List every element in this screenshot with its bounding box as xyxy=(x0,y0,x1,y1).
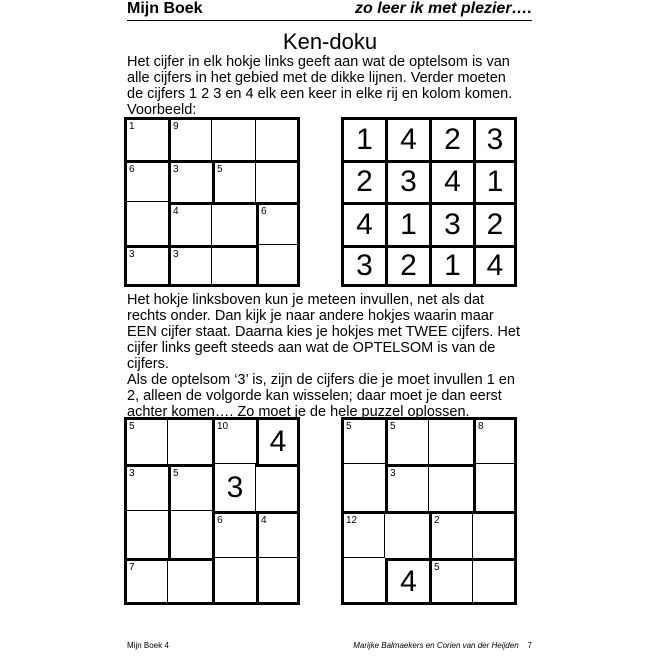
example-puzzle-cell-r3c2 xyxy=(168,202,212,245)
puzzle-2-cell-r2c1 xyxy=(341,464,385,511)
cell-digit: 2 xyxy=(400,248,417,282)
example-solution-cell-r1c3 xyxy=(429,117,473,160)
example-solution-cell-r2c1 xyxy=(341,160,385,203)
cell-digit: 1 xyxy=(486,165,504,199)
example-solution-cell-r2c4 xyxy=(473,160,517,203)
cage-sum-label: 7 xyxy=(129,562,135,573)
cell-digit: 4 xyxy=(400,122,417,156)
puzzle-1-grid xyxy=(124,417,300,605)
cell-digit: 1 xyxy=(356,122,373,156)
cage-sum-label: 6 xyxy=(129,163,135,175)
puzzle-2-cell-r4c3 xyxy=(429,558,473,605)
cage-sum-label: 4 xyxy=(261,515,267,526)
example-solution-cell-r1c2 xyxy=(385,117,429,160)
puzzle-2-cell-r4c1 xyxy=(341,558,385,605)
cell-digit: 2 xyxy=(444,122,461,156)
intro-paragraph: Het cijfer in elk hokje links geeft aan wat de optelsom is van alle cijfers in het gebied met de dikke lijnen. Verder moeten de cijfers 1 2 3 en 4 elk een keer in elke rij en kolom komen. Voorbeeld: xyxy=(127,54,513,118)
puzzle-2-cell-r3c1 xyxy=(341,511,385,558)
example-solution-cell-r1c1 xyxy=(341,117,385,160)
footer-credit xyxy=(353,641,532,651)
puzzle-1-cell-r1c1 xyxy=(124,417,168,464)
puzzle-2-cell-r2c4 xyxy=(473,464,517,511)
book-title: Mijn Boek xyxy=(127,0,203,17)
cage-sum-label: 5 xyxy=(173,468,179,479)
puzzle-2-cell-r1c4 xyxy=(473,417,517,464)
puzzle-2-cell-r4c2 xyxy=(385,558,429,605)
cage-sum-label: 2 xyxy=(434,515,440,526)
example-puzzle-cell-r2c1 xyxy=(124,160,168,203)
example-solution-cell-r3c1 xyxy=(341,202,385,245)
cell-digit: 2 xyxy=(486,207,504,241)
cell-digit: 4 xyxy=(486,248,504,282)
example-puzzle-cell-r4c1 xyxy=(124,245,168,288)
puzzle-1-cell-r4c4 xyxy=(256,558,300,605)
cell-digit: 3 xyxy=(356,248,373,282)
puzzle-2-cell-r3c2 xyxy=(385,511,429,558)
example-solution-cell-r4c1 xyxy=(341,245,385,288)
puzzle-1-cell-r2c4 xyxy=(256,464,300,511)
puzzle-2-cell-r4c4 xyxy=(473,558,517,605)
cage-sum-label: 3 xyxy=(390,468,396,479)
example-puzzle-grid xyxy=(124,117,300,287)
example-puzzle-cell-r4c3 xyxy=(212,245,256,288)
puzzle-1-cell-r1c4 xyxy=(256,417,300,464)
example-puzzle-cell-r3c4 xyxy=(256,202,300,245)
example-puzzle-cell-r2c3 xyxy=(212,160,256,203)
example-puzzle-cell-r1c1 xyxy=(124,117,168,160)
puzzle-1-cell-r3c4 xyxy=(256,511,300,558)
puzzle-1-cell-r4c1 xyxy=(124,558,168,605)
page-title: Ken-doku xyxy=(282,29,378,54)
example-puzzle-cell-r4c2 xyxy=(168,245,212,288)
example-solution-cell-r1c4 xyxy=(473,117,517,160)
puzzle-1-cell-r4c2 xyxy=(168,558,212,605)
example-solution-cell-r3c4 xyxy=(473,202,517,245)
puzzle-1-cell-r1c3 xyxy=(212,417,256,464)
example-puzzle-cell-r4c4 xyxy=(256,245,300,288)
footer-book: Mijn Boek 4 xyxy=(127,641,169,650)
example-solution-cell-r4c2 xyxy=(385,245,429,288)
puzzle-1-cell-r2c1 xyxy=(124,464,168,511)
cage-sum-label: 4 xyxy=(173,206,179,217)
cage-sum-label: 3 xyxy=(173,163,179,175)
cage-sum-label: 5 xyxy=(390,421,396,432)
cell-digit: 3 xyxy=(486,122,504,156)
example-solution-cell-r4c3 xyxy=(429,245,473,288)
puzzle-2-cell-r3c3 xyxy=(429,511,473,558)
cage-sum-label: 9 xyxy=(173,121,179,132)
header-rule xyxy=(127,20,532,21)
puzzle-2-cell-r1c1 xyxy=(341,417,385,464)
example-solution-cell-r2c3 xyxy=(429,160,473,203)
cage-sum-label: 6 xyxy=(217,515,223,526)
example-solution-cell-r4c4 xyxy=(473,245,517,288)
cell-digit: 2 xyxy=(356,165,373,199)
puzzle-1-cell-r2c2 xyxy=(168,464,212,511)
cell-digit: 3 xyxy=(226,470,244,504)
cage-sum-label: 1 xyxy=(129,121,135,132)
cage-sum-label: 3 xyxy=(129,248,135,260)
cell-digit: 4 xyxy=(444,165,461,199)
cage-sum-label: 5 xyxy=(217,163,223,175)
cage-sum-label: 5 xyxy=(129,421,135,432)
cell-digit: 1 xyxy=(444,248,461,282)
footer-authors: Marijke Balmaekers en Corien van der Heijden xyxy=(353,641,519,650)
cage-sum-label: 10 xyxy=(217,421,229,432)
puzzle-1-cell-r3c1 xyxy=(124,511,168,558)
cage-sum-label: 3 xyxy=(173,248,179,260)
example-solution-cell-r3c2 xyxy=(385,202,429,245)
puzzle-2-cell-r2c2 xyxy=(385,464,429,511)
puzzle-2-cell-r3c4 xyxy=(473,511,517,558)
puzzle-1-cell-r1c2 xyxy=(168,417,212,464)
puzzle-1-cell-r2c3 xyxy=(212,464,256,511)
page-number: 7 xyxy=(527,641,532,650)
puzzle-2-cell-r2c3 xyxy=(429,464,473,511)
example-solution-cell-r2c2 xyxy=(385,160,429,203)
cage-sum-label: 5 xyxy=(434,562,440,573)
cell-digit: 4 xyxy=(269,425,287,458)
cage-sum-label: 12 xyxy=(346,515,358,526)
cell-digit: 4 xyxy=(400,564,417,598)
example-solution-grid xyxy=(341,117,517,287)
example-puzzle-cell-r2c2 xyxy=(168,160,212,203)
puzzle-1-cell-r4c3 xyxy=(212,558,256,605)
example-puzzle-cell-r3c1 xyxy=(124,202,168,245)
puzzle-1-cell-r3c3 xyxy=(212,511,256,558)
example-puzzle-cell-r1c2 xyxy=(168,117,212,160)
example-puzzle-cell-r2c4 xyxy=(256,160,300,203)
cell-digit: 3 xyxy=(400,165,417,199)
cage-sum-label: 5 xyxy=(346,421,352,432)
cage-sum-label: 3 xyxy=(129,468,135,479)
cell-digit: 3 xyxy=(444,207,461,241)
cell-digit: 1 xyxy=(400,207,417,241)
book-tagline: zo leer ik met plezier…. xyxy=(355,0,532,17)
example-puzzle-cell-r1c3 xyxy=(212,117,256,160)
puzzle-1-cell-r3c2 xyxy=(168,511,212,558)
puzzle-2-grid xyxy=(341,417,517,605)
example-puzzle-cell-r1c4 xyxy=(256,117,300,160)
cage-sum-label: 8 xyxy=(478,421,484,432)
example-solution-cell-r3c3 xyxy=(429,202,473,245)
puzzle-2-cell-r1c2 xyxy=(385,417,429,464)
cell-digit: 4 xyxy=(356,207,373,241)
cage-sum-label: 6 xyxy=(261,206,267,217)
puzzle-2-cell-r1c3 xyxy=(429,417,473,464)
explanation-paragraph: Het hokje linksboven kun je meteen invullen, net als dat rechts onder. Dan kijk je naar andere hokjes waarin maar EEN cijfer staat. Daarna kies je hokjes met TWEE cijfers. Het cijfer links geeft steeds aan wat de OPTELSOM is van de cijfers. Als de optelsom ‘3’ is, zijn de cijfers die je moet invullen 1 en 2, alleen de volgorde kan wisselen; daar moet je dan eerst achter komen…. Zo moet je de hele puzzel oplossen. xyxy=(127,292,520,420)
example-puzzle-cell-r3c3 xyxy=(212,202,256,245)
